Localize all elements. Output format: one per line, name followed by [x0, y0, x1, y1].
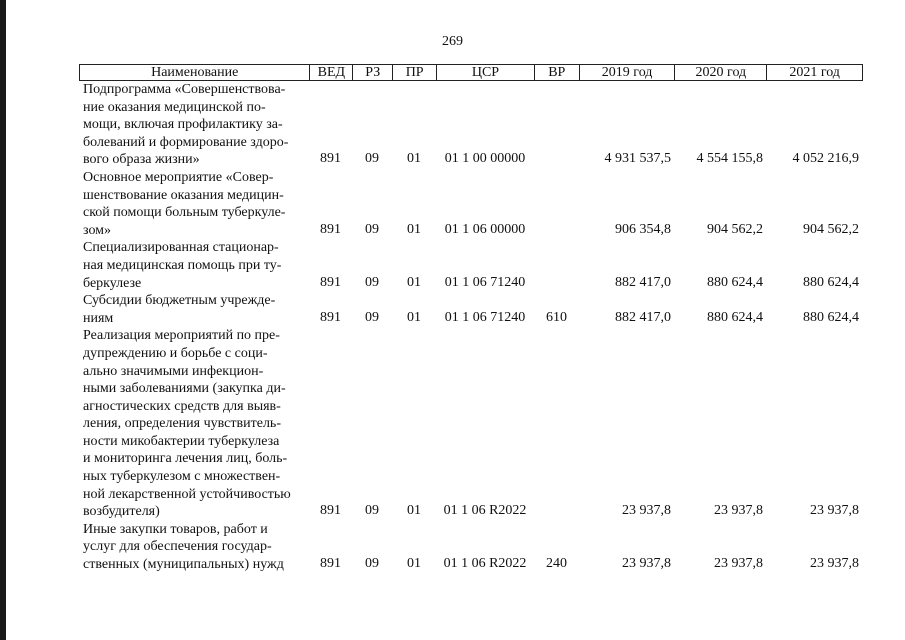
row-rz: 09: [365, 556, 379, 572]
budget-table: [79, 64, 863, 574]
header-2019: 2019 год: [579, 65, 675, 80]
row-name: Специализированная стационар- ная медицинская помощь при ту- беркулезе: [83, 240, 282, 291]
row-2021: 880 624,4: [803, 309, 859, 325]
row-2020: 23 937,8: [714, 556, 763, 572]
table-row: [79, 327, 863, 521]
scan-edge-bar: [0, 0, 6, 640]
row-ved: 891: [320, 221, 341, 237]
row-rz: 09: [365, 274, 379, 290]
row-pr: 01: [407, 274, 421, 290]
row-rz: 09: [365, 503, 379, 519]
header-ved: ВЕД: [309, 65, 352, 80]
row-2021: 23 937,8: [810, 556, 859, 572]
row-pr: 01: [407, 503, 421, 519]
table-row: [79, 521, 863, 574]
row-rz: 09: [365, 151, 379, 167]
row-vr: [534, 291, 579, 292]
row-2019: 882 417,0: [615, 274, 671, 290]
row-rz: 09: [365, 221, 379, 237]
table-header: [79, 64, 863, 81]
row-2020: 23 937,8: [714, 503, 763, 519]
row-name: Подпрограмма «Совершенствова- ние оказания медицинской по- мощи, включая профилактику за- болеваний и формирование здоро- вого образа жизни»: [83, 82, 289, 168]
row-ved: 891: [320, 556, 341, 572]
row-csr: 01 1 06 00000: [444, 221, 526, 237]
row-2020: 880 624,4: [707, 309, 763, 325]
header-csr: ЦСР: [436, 65, 534, 80]
row-2019: 906 354,8: [615, 221, 671, 237]
row-2021: 4 052 216,9: [792, 151, 859, 167]
row-ved: 891: [320, 503, 341, 519]
row-pr: 01: [407, 309, 421, 325]
row-pr: 01: [407, 151, 421, 167]
row-2019: 23 937,8: [622, 503, 671, 519]
row-ved: 891: [320, 151, 341, 167]
row-2019: 4 931 537,5: [604, 151, 671, 167]
row-2019: 23 937,8: [622, 556, 671, 572]
row-vr: 240: [546, 556, 567, 572]
row-csr: 01 1 06 R2022: [443, 503, 527, 519]
row-vr: [534, 168, 579, 169]
table-row: [79, 81, 863, 169]
row-ved: 891: [320, 309, 341, 325]
row-csr: 01 1 06 R2022: [443, 556, 527, 572]
row-csr: 01 1 06 71240: [444, 309, 526, 325]
header-2020: 2020 год: [674, 65, 766, 80]
row-rz: 09: [365, 309, 379, 325]
row-vr: [534, 238, 579, 239]
row-pr: 01: [407, 221, 421, 237]
table-row: [79, 169, 863, 239]
header-rz: РЗ: [352, 65, 392, 80]
row-vr: [534, 520, 579, 521]
header-name: Наименование: [151, 64, 239, 80]
table-row: [79, 239, 863, 292]
header-pr: ПР: [392, 65, 436, 80]
row-2020: 880 624,4: [707, 274, 763, 290]
header-vr: ВР: [534, 65, 579, 80]
row-vr: 610: [546, 309, 567, 325]
row-csr: 01 1 06 71240: [444, 274, 526, 290]
row-2020: 904 562,2: [707, 221, 763, 237]
row-name: Реализация мероприятий по пре- дупреждению и борьбе с соци- ально значимыми инфекцион- ными заболеваниями (закупка ди- агностических средств для выяв- ления, определения чувствитель- ности микобактерии туберкулеза и мониторинга лечения лиц, боль- ных туберкулезом с множествен- ной лекарственной устойчивостью возбудителя): [83, 328, 291, 520]
row-2019: 882 417,0: [615, 309, 671, 325]
row-name: Иные закупки товаров, работ и услуг для обеспечения государ- ственных (муниципальных) нужд: [83, 521, 284, 573]
row-pr: 01: [407, 556, 421, 572]
row-name: Основное мероприятие «Совер- шенствование оказания медицин- ской помощи больным туберкуле- зом»: [83, 169, 286, 238]
row-2021: 880 624,4: [803, 274, 859, 290]
row-ved: 891: [320, 274, 341, 290]
header-2021: 2021 год: [766, 65, 862, 80]
row-2021: 904 562,2: [803, 221, 859, 237]
row-2021: 23 937,8: [810, 503, 859, 519]
row-name: Субсидии бюджетным учрежде- ниям: [83, 293, 276, 326]
table-row: [79, 292, 863, 327]
row-csr: 01 1 00 00000: [444, 151, 526, 167]
row-2020: 4 554 155,8: [696, 151, 763, 167]
page-number: 269: [442, 34, 463, 49]
